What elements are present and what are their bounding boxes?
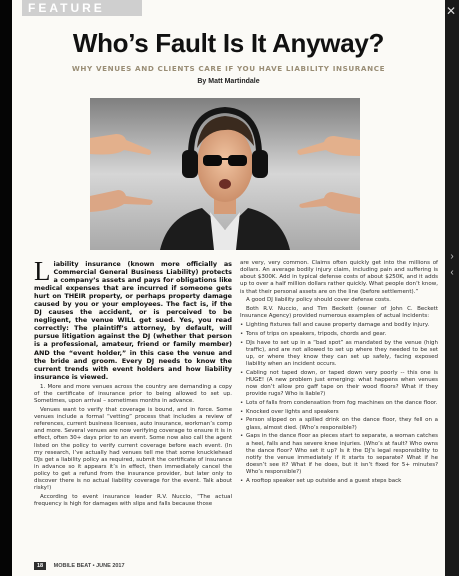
page-footer	[34, 562, 334, 570]
body-paragraph: Both R.V. Nuccio, and Tim Beckett (owner of John C. Beckett Insurance Agency) provided numerous examples of actual incidents:	[240, 306, 438, 320]
article-title: Who’s Fault Is It Anyway?	[72, 28, 385, 58]
magazine-page	[12, 0, 445, 576]
viewer-right-frame	[445, 0, 459, 576]
section-tag: FEATURE	[22, 0, 142, 16]
incident-list-item: • Knocked over lights and speakers	[240, 409, 438, 416]
drop-cap: L	[34, 256, 51, 286]
incident-list-item: • Person slipped on a spilled drink on the dance floor, they fell on a glass, almost died. (Who’s responsible?)	[240, 417, 438, 431]
body-paragraph: Venues want to verify that coverage is bound, and in force. Some venues include a formal “vetting” process that includes a review of references, current business licenses, auto insurance, workman’s comp and more. Several venues are now verifying coverage to ensure it is in effect, often 30+ days prior to an event. Some now also call the agent listed on the policy to verify current coverage before each event. (In my research, I’ve actually had venues tell me that some knucklehead DJs get a liability policy as required, submit the certificate of insurance in advance so it appears it’s in effect, then immediately cancel the policy to get a refund from the insurance provider, but later only to discover there is no actual liability coverage for the event. Talk about risky!)	[34, 406, 232, 492]
incident-list-item: • Gaps in the dance floor as pieces start to separate, a woman catches a heel, falls and has severe knee injuries. (Who’s at fault? Who owns the dance floor? Who set it up? Is it the DJ’s legal responsibility to notify the venue immediately if it starts to separate? What if he doesn’t see it? What if he does, but it isn’t fixed for 5+ minutes? Who’s responsible?)	[240, 433, 438, 476]
close-icon[interactable]: ✕	[445, 4, 457, 18]
article-subtitle: WHY VENUES AND CLIENTS CARE IF YOU HAVE LIABILITY INSURANCE	[71, 64, 386, 73]
lead-text: iability insurance (known more officially as Commercial General Business Liability) protects a company’s assets and pays for obligations like medical expenses that are incurred if someone gets hurt on THEIR property, or perhaps property damage caused by you or your employees. The fact is, if the DJ causes the accident, or is perceived to be negligent, the venue WILL get sued. Yes, you read correctly: The plaintiff’s attorney, by default, will pursue litigation against the DJ (whether that person is a professional, amateur, friend or family member) AND the “event holder,” in this case the venue and the bride and groom. Every DJ needs to know the current trends with event holders and how liability insurance is viewed.	[34, 260, 232, 381]
article-column-right	[240, 260, 438, 487]
incident-list-item: • Lots of falls from condensation from fog machines on the dance floor.	[240, 400, 438, 407]
incident-list-item: • Lighting fixtures fall and cause property damage and bodily injury.	[240, 322, 438, 329]
publication-name: MOBILE BEAT • JUNE 2017	[53, 563, 125, 569]
viewer-left-frame	[0, 0, 12, 576]
chevron-right-icon[interactable]: ›	[450, 251, 454, 262]
incident-list-item: • Tons of trips on speakers, tripods, chords and gear.	[240, 331, 438, 338]
chevron-left-icon[interactable]: ‹	[450, 267, 454, 278]
article-lead-paragraph	[34, 256, 232, 381]
dj-headphones-illustration	[90, 98, 360, 250]
body-paragraph: are very, very common. Claims often quickly get into the millions of dollars. An average bodily injury claim, including pain and suffering is about $300K. Add in typical defense costs of about $250K, and it adds up to over a half million dollars rather quickly. What people don’t know, is that their personal assets are on the line (before settlement).”	[240, 260, 438, 295]
hero-photo	[90, 98, 360, 250]
page-number: 18	[34, 562, 46, 570]
article-column-left	[34, 256, 232, 510]
incident-list-item: • DJs have to set up in a “bad spot” as mandated by the venue (high traffic), and are not allowed to set up where they needed to be set up, or where they know they can set up safely, facing exposed liability when an incident occurs.	[240, 340, 438, 369]
body-paragraph: 1. More and more venues across the country are demanding a copy of the certificate of insurance prior to being allowed to set up. Sometimes, upon arrival – sometimes months in advance.	[34, 383, 232, 405]
body-paragraph: According to event insurance leader R.V. Nuccio, “The actual frequency is high for damages with slips and falls because those	[34, 494, 232, 508]
incident-list-item: • A rooftop speaker set up outside and a guest steps back	[240, 478, 438, 485]
body-paragraph: A good DJ liability policy should cover defense costs.	[246, 297, 391, 304]
article-byline: By Matt Martindale	[197, 78, 260, 85]
incident-list-item: • Cabling not taped down, or taped down very poorly -- this one is HUGE! (A new problem just emerging: what happens when venues now don’t allow pro gaff tape on their wood floors? What if they provide rugs? Who is liable?)	[240, 370, 438, 399]
